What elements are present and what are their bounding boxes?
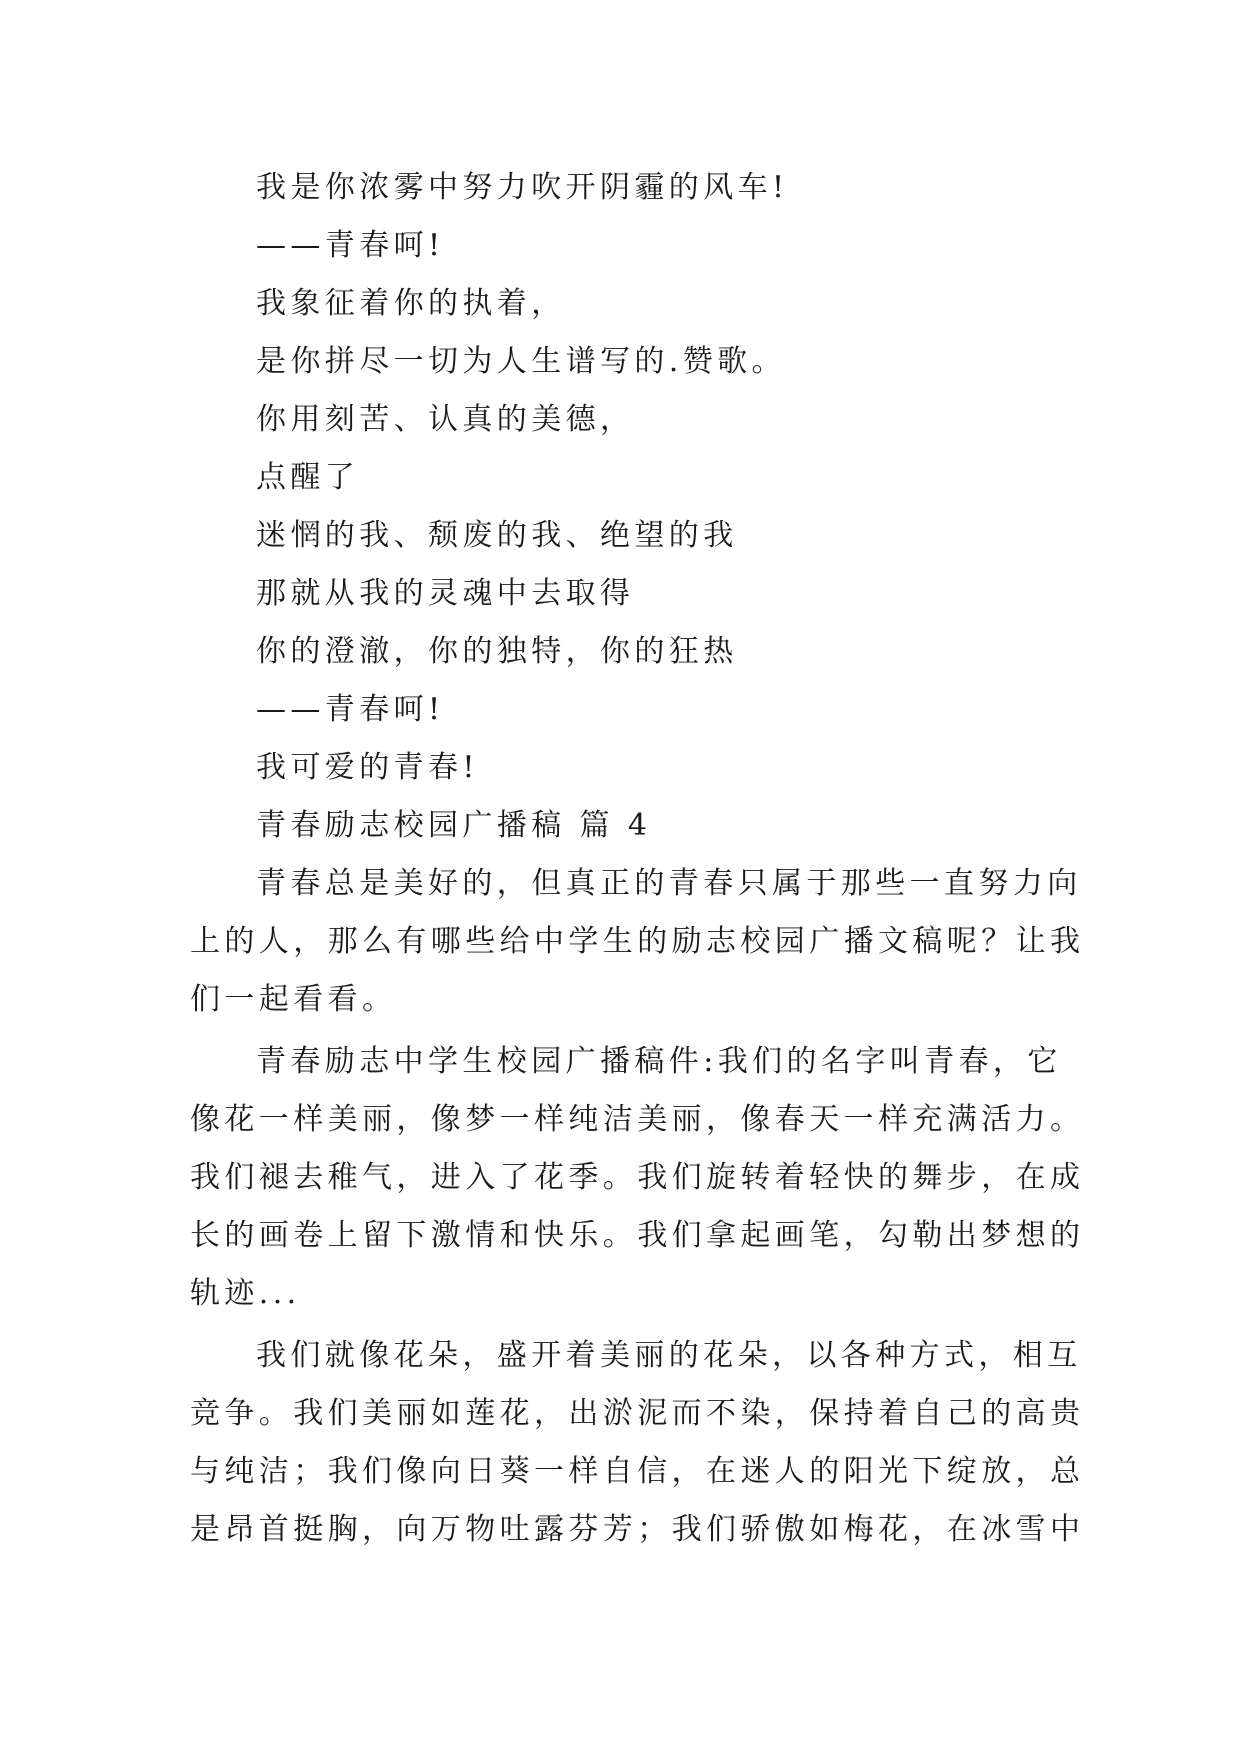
poem-line: 那就从我的灵魂中去取得 bbox=[256, 576, 635, 611]
poem-line: 你用刻苦、认真的美德， bbox=[256, 402, 635, 437]
paragraph-line: 们一起看看。 bbox=[190, 982, 397, 1017]
paragraph-line: 长的画卷上留下激情和快乐。我们拿起画笔，勾勒出梦想的 bbox=[190, 1218, 1085, 1253]
section-title: 青春励志校园广播稿 篇 4 bbox=[256, 808, 652, 843]
paragraph-line: 上的人，那么有哪些给中学生的励志校园广播文稿呢？让我 bbox=[190, 924, 1085, 959]
paragraph-line: 轨迹... bbox=[190, 1276, 301, 1311]
paragraph-line: 我们褪去稚气，进入了花季。我们旋转着轻快的舞步，在成 bbox=[190, 1160, 1085, 1195]
poem-line: 我象征着你的执着， bbox=[256, 286, 566, 321]
paragraph-line: 青春总是美好的，但真正的青春只属于那些一直努力向 bbox=[256, 866, 1082, 901]
poem-line: 你的澄澈，你的独特，你的狂热 bbox=[256, 634, 738, 669]
poem-line: ——青春呵! bbox=[256, 228, 445, 263]
paragraph-line: 是昂首挺胸，向万物吐露芬芳；我们骄傲如梅花，在冰雪中 bbox=[190, 1512, 1085, 1547]
poem-line: 迷惘的我、颓废的我、绝望的我 bbox=[256, 518, 738, 553]
paragraph-line: 竞争。我们美丽如莲花，出淤泥而不染，保持着自己的高贵 bbox=[190, 1396, 1085, 1431]
poem-line: 我是你浓雾中努力吹开阴霾的风车! bbox=[256, 170, 789, 205]
poem-line: 是你拼尽一切为人生谱写的.赞歌。 bbox=[256, 344, 786, 379]
poem-line: ——青春呵! bbox=[256, 692, 445, 727]
paragraph-line: 像花一样美丽，像梦一样纯洁美丽，像春天一样充满活力。 bbox=[190, 1102, 1085, 1137]
poem-line: 我可爱的青春! bbox=[256, 750, 479, 785]
paragraph-line: 我们就像花朵，盛开着美丽的花朵，以各种方式，相互 bbox=[256, 1338, 1082, 1373]
paragraph-line: 青春励志中学生校园广播稿件:我们的名字叫青春，它 bbox=[256, 1044, 1062, 1079]
poem-line: 点醒了 bbox=[256, 460, 360, 495]
paragraph-line: 与纯洁；我们像向日葵一样自信，在迷人的阳光下绽放，总 bbox=[190, 1454, 1085, 1489]
